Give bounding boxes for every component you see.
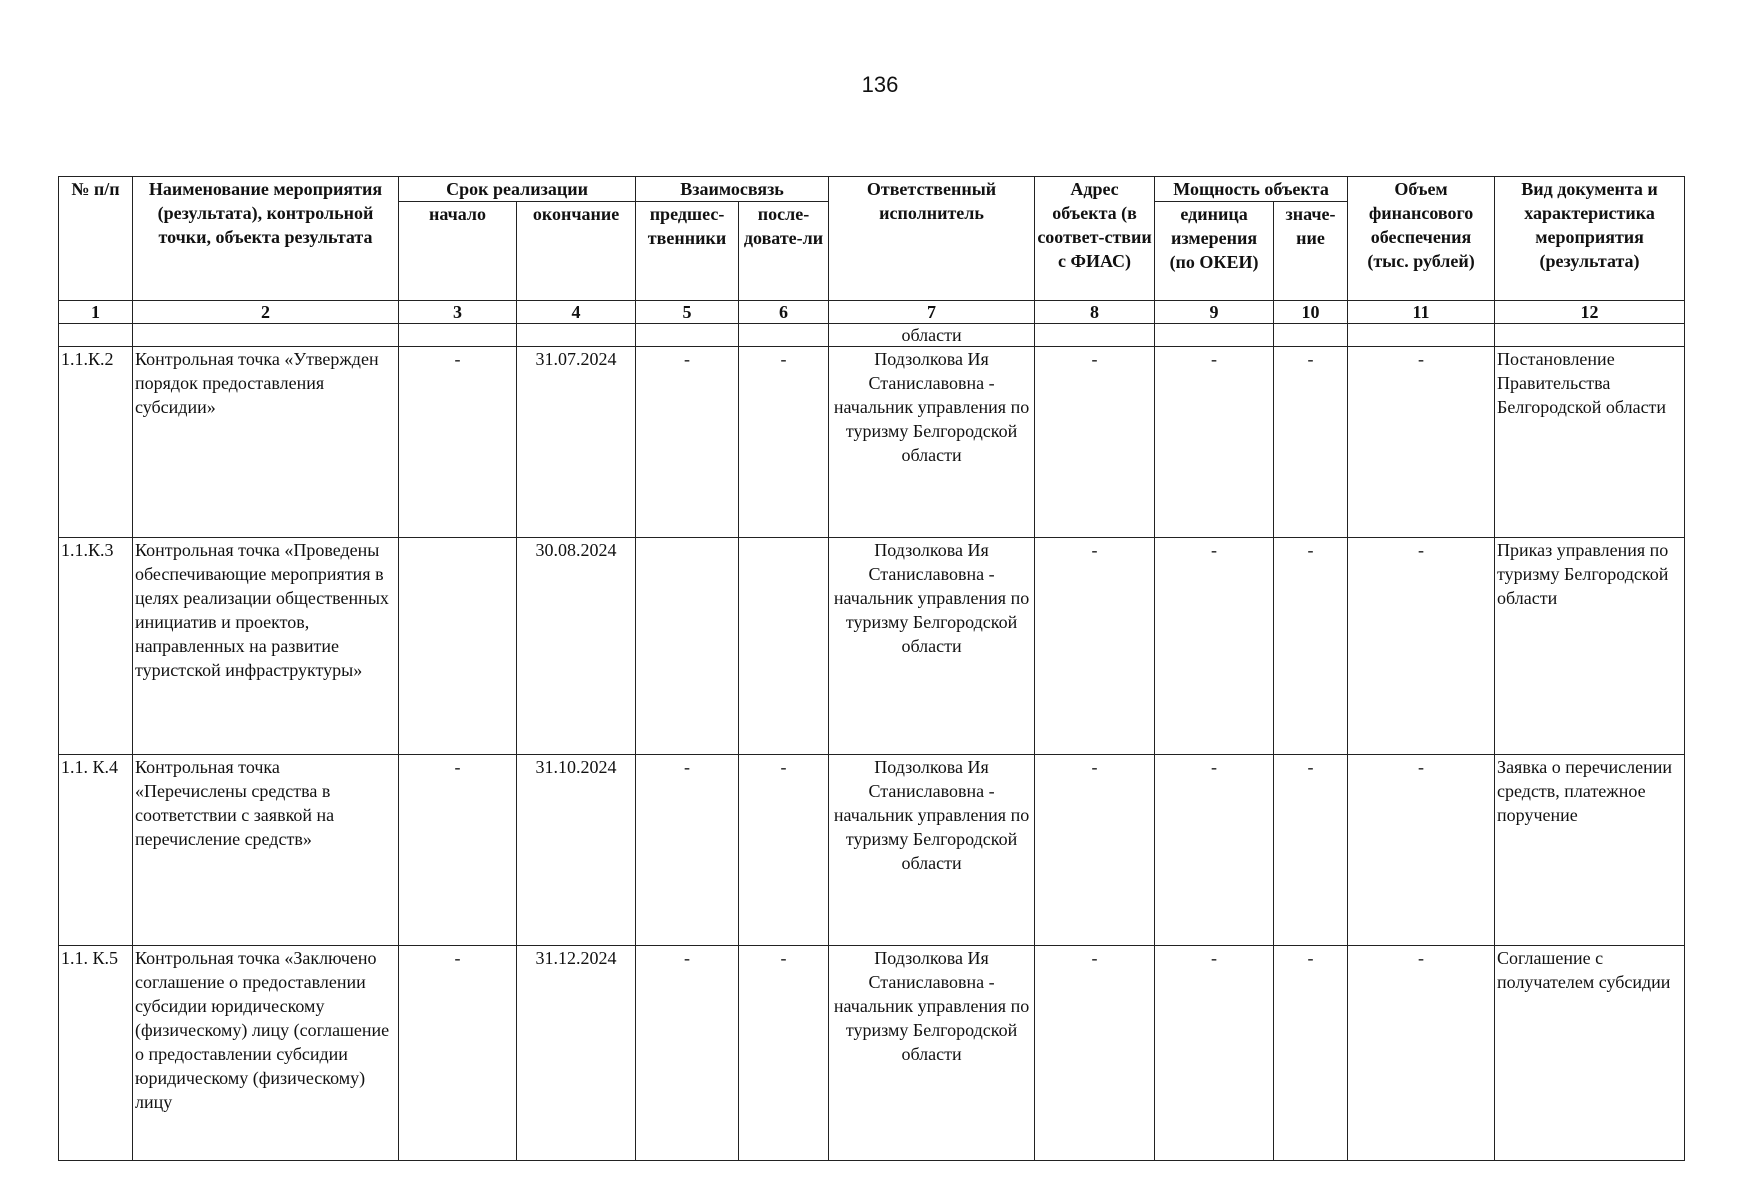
row-unit: - bbox=[1155, 946, 1274, 1161]
row-start: - bbox=[399, 946, 517, 1161]
row-name: Контрольная точка «Утвержден порядок предоставления субсидии» bbox=[133, 347, 399, 538]
row-name: Контрольная точка «Проведены обеспечивающие мероприятия в целях реализации общественных инициатив и проектов, направленных на развитие туристской инфраструктуры» bbox=[133, 538, 399, 755]
row-id: 1.1. К.4 bbox=[59, 755, 133, 946]
table-row bbox=[59, 755, 1685, 946]
header-successors: после-довате-ли bbox=[739, 202, 829, 301]
row-responsible: Подзолкова Ия Станиславовна - начальник управления по туризму Белгородской области bbox=[829, 538, 1035, 755]
row-responsible: Подзолкова Ия Станиславовна - начальник управления по туризму Белгородской области bbox=[829, 347, 1035, 538]
row-successors: - bbox=[739, 755, 829, 946]
row-responsible: Подзолкова Ия Станиславовна - начальник управления по туризму Белгородской области bbox=[829, 755, 1035, 946]
row-document: Постановление Правительства Белгородской области bbox=[1495, 347, 1685, 538]
row-finance: - bbox=[1348, 347, 1495, 538]
row-predecessors: - bbox=[636, 755, 739, 946]
header-finance: Объем финансового обеспечения (тыс. рублей) bbox=[1348, 177, 1495, 301]
row-document: Приказ управления по туризму Белгородской области bbox=[1495, 538, 1685, 755]
row-address: - bbox=[1035, 347, 1155, 538]
row-finance: - bbox=[1348, 538, 1495, 755]
header-name: Наименование мероприятия (результата), контрольной точки, объекта результата bbox=[133, 177, 399, 301]
row-unit: - bbox=[1155, 347, 1274, 538]
row-document: Заявка о перечислении средств, платежное поручение bbox=[1495, 755, 1685, 946]
activity-plan-table bbox=[58, 176, 1685, 1161]
header-value: значе-ние bbox=[1274, 202, 1348, 301]
row-value: - bbox=[1274, 538, 1348, 755]
column-number: 3 bbox=[399, 301, 517, 324]
header-unit: единица измерения (по ОКЕИ) bbox=[1155, 202, 1274, 301]
row-value: - bbox=[1274, 946, 1348, 1161]
row-successors: - bbox=[739, 347, 829, 538]
row-predecessors bbox=[636, 538, 739, 755]
row-name: Контрольная точка «Перечислены средства в соответствии с заявкой на перечисление средств» bbox=[133, 755, 399, 946]
row-end: 31.10.2024 bbox=[517, 755, 636, 946]
row-document: Соглашение с получателем субсидии bbox=[1495, 946, 1685, 1161]
continuation-row bbox=[59, 324, 1685, 347]
column-number: 9 bbox=[1155, 301, 1274, 324]
row-end: 30.08.2024 bbox=[517, 538, 636, 755]
header-term: Срок реализации bbox=[399, 177, 636, 202]
header-predecessors: предшес-твенники bbox=[636, 202, 739, 301]
row-unit: - bbox=[1155, 538, 1274, 755]
row-finance: - bbox=[1348, 946, 1495, 1161]
row-address: - bbox=[1035, 755, 1155, 946]
column-number: 11 bbox=[1348, 301, 1495, 324]
table-row bbox=[59, 946, 1685, 1161]
row-predecessors: - bbox=[636, 946, 739, 1161]
row-id: 1.1.К.2 bbox=[59, 347, 133, 538]
table-row bbox=[59, 538, 1685, 755]
column-number: 5 bbox=[636, 301, 739, 324]
page-number: 136 bbox=[861, 72, 899, 97]
row-end: 31.07.2024 bbox=[517, 347, 636, 538]
row-value: - bbox=[1274, 347, 1348, 538]
column-number: 2 bbox=[133, 301, 399, 324]
column-number: 10 bbox=[1274, 301, 1348, 324]
row-unit: - bbox=[1155, 755, 1274, 946]
column-number: 7 bbox=[829, 301, 1035, 324]
row-id: 1.1.К.3 bbox=[59, 538, 133, 755]
column-number: 6 bbox=[739, 301, 829, 324]
header-responsible: Ответственный исполнитель bbox=[829, 177, 1035, 301]
column-number: 8 bbox=[1035, 301, 1155, 324]
header-link: Взаимосвязь bbox=[636, 177, 829, 202]
row-end: 31.12.2024 bbox=[517, 946, 636, 1161]
header-start: начало bbox=[399, 202, 517, 301]
row-responsible: Подзолкова Ия Станиславовна - начальник управления по туризму Белгородской области bbox=[829, 946, 1035, 1161]
column-number: 4 bbox=[517, 301, 636, 324]
header-power: Мощность объекта bbox=[1155, 177, 1348, 202]
row-finance: - bbox=[1348, 755, 1495, 946]
row-successors bbox=[739, 538, 829, 755]
header-document: Вид документа и характеристика мероприятия (результата) bbox=[1495, 177, 1685, 301]
row-value: - bbox=[1274, 755, 1348, 946]
column-number: 1 bbox=[59, 301, 133, 324]
row-address: - bbox=[1035, 538, 1155, 755]
row-start: - bbox=[399, 755, 517, 946]
header-end: окончание bbox=[517, 202, 636, 301]
row-address: - bbox=[1035, 946, 1155, 1161]
header-no: № п/п bbox=[59, 177, 133, 301]
row-name: Контрольная точка «Заключено соглашение о предоставлении субсидии юридическому (физическому) лицу (соглашение о предоставлении субсидии юридическому (физическому) лицу bbox=[133, 946, 399, 1161]
row-successors: - bbox=[739, 946, 829, 1161]
header-address: Адрес объекта (в соответ-ствии с ФИАС) bbox=[1035, 177, 1155, 301]
column-number-row bbox=[59, 301, 1685, 324]
continuation-text: области bbox=[829, 324, 1035, 347]
row-start: - bbox=[399, 347, 517, 538]
table-row bbox=[59, 347, 1685, 538]
row-predecessors: - bbox=[636, 347, 739, 538]
row-start bbox=[399, 538, 517, 755]
row-id: 1.1. К.5 bbox=[59, 946, 133, 1161]
column-number: 12 bbox=[1495, 301, 1685, 324]
